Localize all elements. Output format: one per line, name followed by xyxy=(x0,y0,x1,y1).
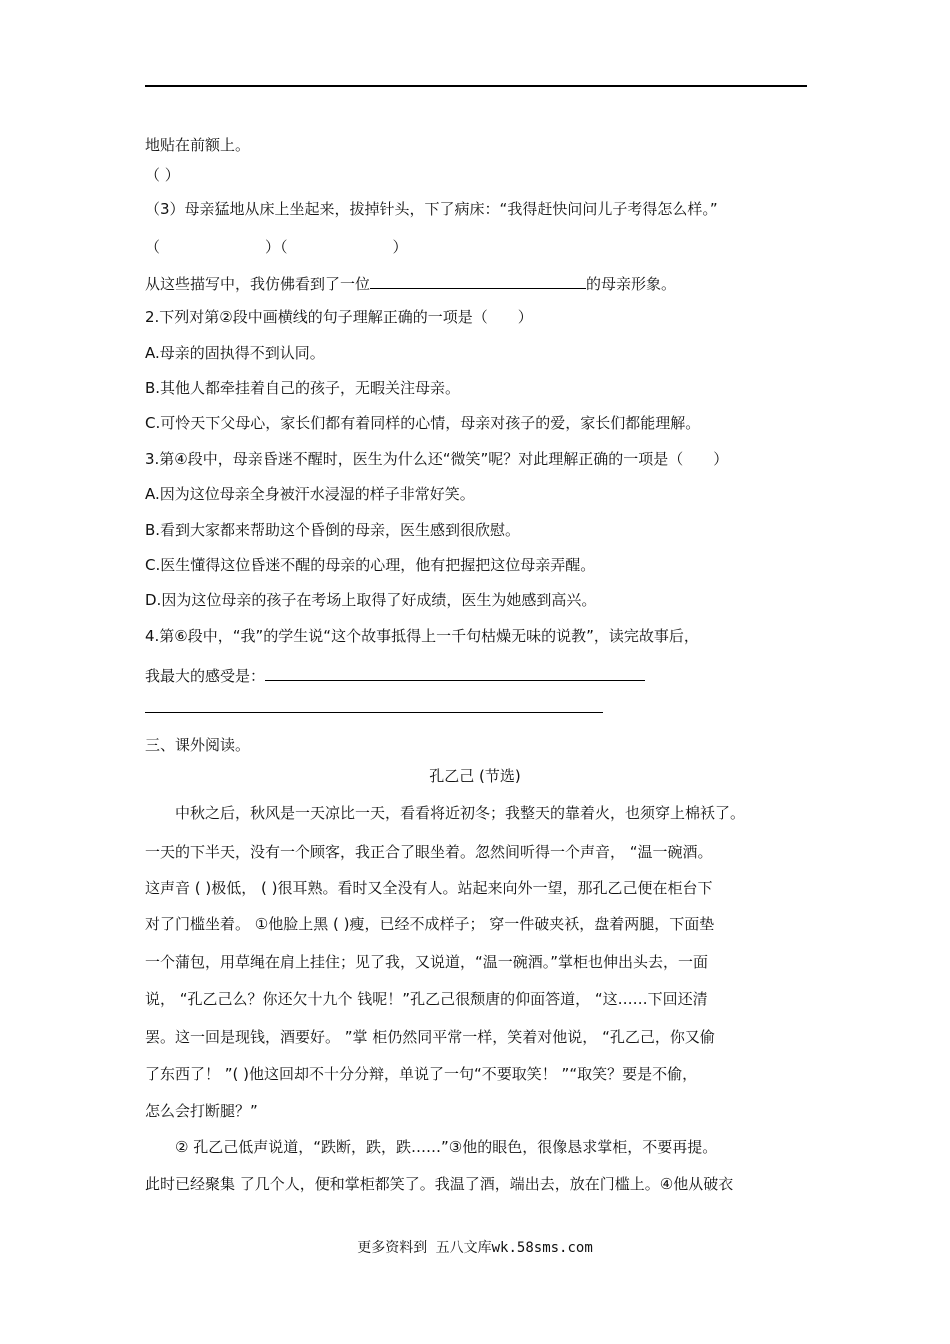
option-c: C.可怜天下父母心，家长们都有着同样的心情，母亲对孩子的爱，家长们都能理解。 xyxy=(145,414,701,432)
passage-line: ② 孔乙己低声说道，“跌断，跌，跌……”③他的眼色，很像恳求掌柜，不要再提。 xyxy=(145,1138,718,1156)
answer-prefix: 我最大的感受是： xyxy=(145,667,266,685)
option-a: A.因为这位母亲全身被汗水浸湿的样子非常好笑。 xyxy=(145,485,475,503)
section-heading: 三、课外阅读。 xyxy=(145,736,251,754)
question-3: 3.第④段中，母亲昏迷不醒时，医生为什么还“微笑”呢？对此理解正确的一项是（ ） xyxy=(145,450,729,468)
text-line: 地贴在前额上。 xyxy=(145,136,251,154)
passage-line: 说， “孔乙己么？你还欠十九个 钱呢！”孔乙己很颓唐的仰面答道， “这……下回还清 xyxy=(145,990,708,1008)
answer-blank[interactable] xyxy=(265,664,645,681)
footer-text: 更多资料到 五八文库wk.58sms.com xyxy=(357,1240,593,1256)
option-b: B.其他人都牵挂着自己的孩子，无暇关注母亲。 xyxy=(145,379,461,397)
passage-line: 中秋之后，秋风是一天凉比一天，看看将近初冬；我整天的靠着火，也须穿上棉袄了。 xyxy=(145,804,746,822)
header-rule xyxy=(145,85,807,87)
passage-line: 了东西了！ ”( )他这回却不十分分辩，单说了一句“不要取笑！ ”“取笑？要是不偷， xyxy=(145,1065,698,1083)
answer-line xyxy=(145,664,645,686)
passage-line: 对了门槛坐着。 ①他脸上黑 ( )瘦，已经不成样子； 穿一件破夹袄，盘着两腿，下面垫 xyxy=(145,915,715,933)
paren-open: （ xyxy=(145,238,161,256)
answer-blank-line[interactable] xyxy=(145,712,603,713)
question-4: 4.第⑥段中，“我”的学生说“这个故事抵得上一千句枯燥无味的说教”，读完故事后， xyxy=(145,627,699,645)
option-a: A.母亲的固执得不到认同。 xyxy=(145,344,325,362)
answer-parens xyxy=(145,237,408,257)
paren-mid: ）（ xyxy=(265,238,288,256)
passage-line: 怎么会打断腿？” xyxy=(145,1102,258,1120)
question-2: 2.下列对第②段中画横线的句子理解正确的一项是（ ） xyxy=(145,308,533,326)
option-c: C.医生懂得这位昏迷不醒的母亲的心理，他有把握把这位母亲弄醒。 xyxy=(145,556,596,574)
passage-title: 孔乙己 (节选) xyxy=(429,767,521,785)
summary-prefix: 从这些描写中，我仿佛看到了一位 xyxy=(145,275,371,293)
passage-line: 这声音 ( )极低， ( )很耳熟。看时又全没有人。站起来向外一望，那孔乙己便在柜台下 xyxy=(145,879,713,897)
passage-line: 一个蒲包，用草绳在肩上挂住；见了我，又说道，“温一碗酒。”掌柜也伸出头去，一面 xyxy=(145,953,709,971)
passage-line: 此时已经聚集 了几个人，便和掌柜都笑了。我温了酒，端出去，放在门槛上。④他从破衣 xyxy=(145,1175,734,1193)
paren-close: ） xyxy=(392,238,408,256)
option-d: D.因为这位母亲的孩子在考场上取得了好成绩，医生为她感到高兴。 xyxy=(145,591,597,609)
answer-blank[interactable] xyxy=(370,272,586,289)
summary-suffix: 的母亲形象。 xyxy=(586,275,677,293)
option-b: B.看到大家都来帮助这个昏倒的母亲，医生感到很欣慰。 xyxy=(145,521,521,539)
passage-line: 罢。这一回是现钱，酒要好。 ”掌 柜仍然同平常一样，笑着对他说， “孔乙己，你又偷 xyxy=(145,1028,715,1046)
summary-line xyxy=(145,272,676,294)
passage-line: 一天的下半天，没有一个顾客，我正合了眼坐着。忽然间听得一个声音， “温一碗酒。 xyxy=(145,843,713,861)
answer-paren: （ ） xyxy=(145,166,180,184)
item-3: （3）母亲猛地从床上坐起来，拔掉针头，下了病床：“我得赶快问问儿子考得怎么样。” xyxy=(145,200,718,218)
